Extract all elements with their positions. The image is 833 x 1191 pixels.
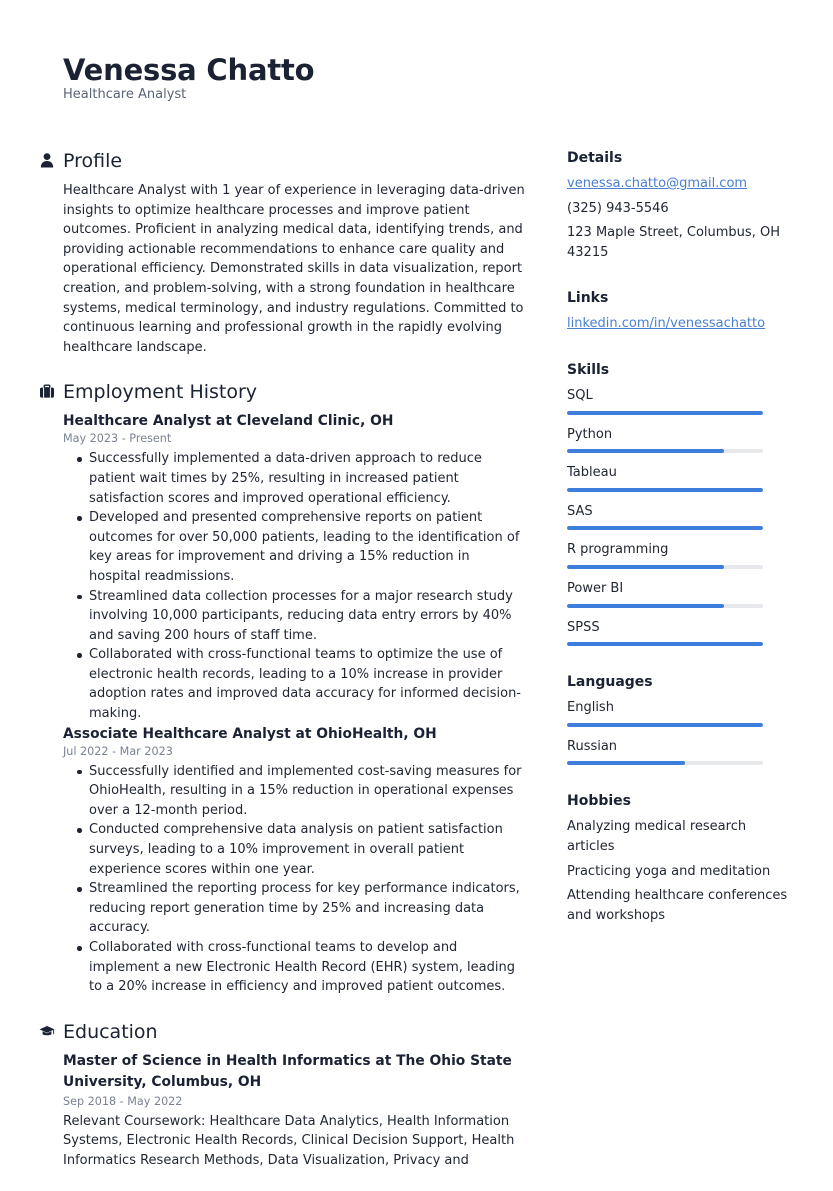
skill-name: R programming: [567, 542, 669, 558]
job-bullet: Conducted comprehensive data analysis on patient satisfaction surveys, leading to a 10% improvement in overall patient experience scores within one year.: [63, 820, 525, 879]
skill-item: [567, 425, 792, 454]
details-heading: Details: [567, 150, 623, 166]
language-item: [567, 698, 792, 727]
job-bullet: Streamlined data collection processes for a major research study involving 10,000 participants, reducing data entry errors by 40% and saving 200 hours of staff time.: [63, 587, 525, 646]
hobbies-heading: Hobbies: [567, 793, 632, 810]
language-name: English: [567, 700, 614, 716]
skill-item: [567, 618, 792, 647]
skills-list: [567, 386, 792, 646]
skill-level-bar: [567, 604, 763, 608]
education-header: [0, 1017, 530, 1047]
skill-level-fill: [567, 411, 763, 415]
languages-heading: Languages: [567, 674, 653, 691]
skill-item: [567, 463, 792, 492]
language-level-fill: [567, 761, 685, 765]
phone-item: (325) 943-5546: [567, 200, 669, 216]
job-entry: [63, 724, 525, 997]
hobby-item: Attending healthcare conferences and workshops: [567, 888, 788, 923]
employment-heading: Employment History: [63, 381, 258, 404]
skill-name: SPSS: [567, 619, 600, 635]
skill-item: [567, 540, 792, 569]
job-title: Associate Healthcare Analyst at OhioHealth, OH: [63, 725, 437, 742]
language-name: Russian: [567, 738, 618, 754]
linkedin-item: [567, 314, 792, 334]
skills-heading: Skills: [567, 361, 610, 378]
education-section: [0, 1017, 530, 1171]
education-heading: Education: [63, 1020, 158, 1043]
linkedin-link[interactable]: linkedin.com/in/venessachatto: [567, 316, 766, 332]
candidate-name: Venessa Chatto: [63, 53, 315, 87]
skill-item: [567, 386, 792, 415]
education-dates: Sep 2018 - May 2022: [63, 1094, 183, 1108]
email-link[interactable]: venessa.chatto@gmail.com: [567, 176, 748, 191]
profile-header: [0, 146, 530, 176]
languages-section: [567, 670, 792, 765]
person-icon: [39, 152, 55, 168]
language-item: [567, 737, 792, 766]
skill-level-bar: [567, 526, 763, 530]
skill-name: SQL: [567, 387, 593, 403]
skill-level-fill: [567, 565, 724, 569]
skill-level-bar: [567, 488, 763, 492]
skill-level-fill: [567, 449, 724, 453]
links-heading: Links: [567, 290, 609, 307]
graduation-cap-icon: [39, 1023, 55, 1039]
skill-level-bar: [567, 411, 763, 415]
degree-title: Master of Science in Health Informatics at The Ohio State University, Columbus, OH: [63, 1052, 512, 1091]
job-bullets: [63, 762, 525, 997]
skill-level-bar: [567, 565, 763, 569]
skill-name: Python: [567, 426, 613, 442]
email-item: [567, 174, 792, 194]
main-column: [0, 146, 530, 1191]
skill-item: [567, 579, 792, 608]
job-bullet: Successfully implemented a data-driven approach to reduce patient wait times by 25%, resulting in increased patient satisfaction scores and improved operational efficiency.: [63, 449, 525, 508]
hobby-item: Practicing yoga and meditation: [567, 863, 771, 879]
details-section: [567, 146, 792, 262]
employment-header: [0, 377, 530, 407]
skill-name: Tableau: [567, 465, 617, 481]
resume-header: [63, 50, 763, 103]
language-level-fill: [567, 723, 763, 727]
hobbies-section: [567, 789, 792, 925]
hobby-item: Analyzing medical research articles: [567, 819, 747, 854]
job-bullet: Developed and presented comprehensive reports on patient outcomes for over 50,000 patients, leading to the identification of key areas for improvement and driving a 15% reduction in hospital readmissions.: [63, 508, 525, 586]
job-dates: May 2023 - Present: [63, 432, 172, 446]
candidate-title: Healthcare Analyst: [63, 87, 187, 102]
employment-section: [0, 377, 530, 996]
languages-list: [567, 698, 792, 765]
address-item: 123 Maple Street, Columbus, OH 43215: [567, 225, 780, 260]
sidebar-column: [567, 146, 792, 949]
language-level-bar: [567, 761, 763, 765]
education-coursework: Relevant Coursework: Healthcare Data Analytics, Health Information Systems, Electronic Health Records, Clinical Decision Support, Health Informatics Research Methods, Data Visualization, Privacy and: [63, 1113, 515, 1168]
job-bullet: Collaborated with cross-functional teams to optimize the use of electronic health records, leading to a 10% increase in provider adoption rates and improved data accuracy for informed decision-making.: [63, 645, 525, 723]
skill-item: [567, 502, 792, 531]
job-bullets: [63, 449, 525, 723]
language-level-bar: [567, 723, 763, 727]
skill-level-fill: [567, 488, 763, 492]
job-title: Healthcare Analyst at Cleveland Clinic, OH: [63, 413, 394, 430]
job-bullet: Collaborated with cross-functional teams to develop and implement a new Electronic Health Record (EHR) system, leading to a 20% increase in efficiency and improved patient outcomes.: [63, 938, 525, 997]
profile-section: [0, 146, 530, 357]
links-section: [567, 286, 792, 334]
skill-level-fill: [567, 604, 724, 608]
skill-name: SAS: [567, 503, 593, 519]
skill-name: Power BI: [567, 580, 624, 596]
job-bullet: Successfully identified and implemented cost-saving measures for OhioHealth, resulting in a 15% reduction in operational expenses over a 12-month period.: [63, 762, 525, 821]
profile-summary: Healthcare Analyst with 1 year of experience in leveraging data-driven insights to optimize healthcare processes and improve patient outcomes. Proficient in analyzing medical data, identifying trends, and providing actionable recommendations to enhance care quality and operational efficiency. Demonstrated skills in data visualization, report creation, and problem-solving, with a strong foundation in healthcare systems, medical terminology, and industry regulations. Committed to continuous learning and professional growth in the rapidly evolving healthcare landscape.: [63, 183, 525, 355]
skill-level-fill: [567, 526, 763, 530]
skills-section: [567, 358, 792, 646]
briefcase-icon: [39, 383, 55, 399]
job-bullet: Streamlined the reporting process for key performance indicators, reducing report generation time by 25% and increasing data accuracy.: [63, 879, 525, 938]
skill-level-bar: [567, 449, 763, 453]
education-entry: [63, 1051, 525, 1171]
skill-level-bar: [567, 642, 763, 646]
profile-heading: Profile: [63, 150, 123, 172]
skill-level-fill: [567, 642, 763, 646]
job-dates: Jul 2022 - Mar 2023: [63, 744, 173, 758]
job-entry: [63, 411, 525, 723]
